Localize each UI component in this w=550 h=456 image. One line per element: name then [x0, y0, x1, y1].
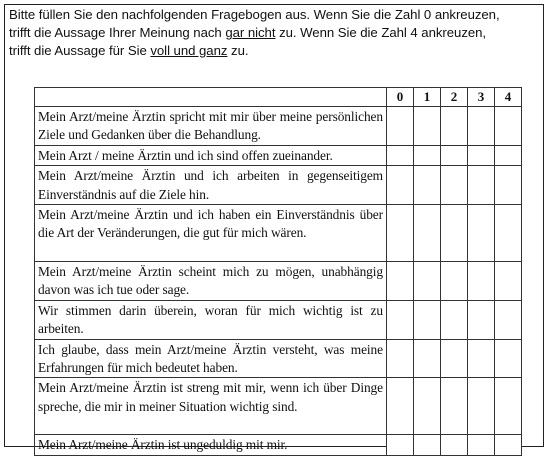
- instructions-line-2-end: zu. Wenn Sie die Zahl 4 ankreuzen,: [275, 25, 487, 40]
- answer-box-0[interactable]: [387, 262, 414, 301]
- answer-box-1[interactable]: [414, 107, 441, 146]
- statement-row: [35, 378, 522, 435]
- instructions-line-2-start: trifft die Aussage Ihrer Meinung nach: [9, 25, 226, 40]
- underlined-voll-und-ganz: voll und ganz: [150, 43, 228, 58]
- statement-row: [35, 262, 522, 301]
- statement-text: Mein Arzt/meine Ärztin spricht mit mir über meine persönlichen Ziele und Gedanken über die Behandlung.: [35, 107, 387, 146]
- answer-box-0[interactable]: [387, 145, 414, 165]
- answer-box-1[interactable]: [414, 435, 441, 455]
- answer-box-2[interactable]: [441, 435, 468, 455]
- scale-header-0: 0: [387, 88, 414, 107]
- statement-text: Mein Arzt/meine Ärztin ist ungeduldig mit mir.: [35, 435, 387, 455]
- answer-box-2[interactable]: [441, 145, 468, 165]
- scale-header-4: 4: [495, 88, 522, 107]
- instructions-line-1: Bitte füllen Sie den nachfolgenden Fragebogen aus. Wenn Sie die Zahl 0 ankreuzen,: [9, 7, 500, 22]
- statement-row: [35, 300, 522, 339]
- answer-box-1[interactable]: [414, 300, 441, 339]
- answer-box-0[interactable]: [387, 205, 414, 262]
- statement-text: Wir stimmen darin überein, woran für mich wichtig ist zu arbeiten.: [35, 300, 387, 339]
- underlined-gar-nicht: gar nicht: [225, 25, 276, 40]
- answer-box-2[interactable]: [441, 339, 468, 378]
- answer-box-2[interactable]: [441, 262, 468, 301]
- answer-box-1[interactable]: [414, 166, 441, 205]
- scale-header-3: 3: [468, 88, 495, 107]
- instructions-line-2: [9, 24, 541, 42]
- scale-header-row: [35, 88, 522, 107]
- statement-text: Ich glaube, dass mein Arzt/meine Ärztin versteht, was meine Erfahrungen für mich bedeutet haben.: [35, 339, 387, 378]
- answer-box-1[interactable]: [414, 339, 441, 378]
- answer-box-4[interactable]: [495, 378, 522, 435]
- answer-box-3[interactable]: [468, 300, 495, 339]
- answer-box-3[interactable]: [468, 205, 495, 262]
- answer-box-2[interactable]: [441, 205, 468, 262]
- answer-box-0[interactable]: [387, 107, 414, 146]
- answer-box-1[interactable]: [414, 262, 441, 301]
- answer-box-3[interactable]: [468, 339, 495, 378]
- answer-box-3[interactable]: [468, 166, 495, 205]
- answer-box-4[interactable]: [495, 145, 522, 165]
- statement-row: [35, 339, 522, 378]
- header-empty-cell: [35, 88, 387, 107]
- answer-box-3[interactable]: [468, 107, 495, 146]
- answer-box-2[interactable]: [441, 378, 468, 435]
- answer-box-1[interactable]: [414, 145, 441, 165]
- scale-header-2: 2: [441, 88, 468, 107]
- instructions-line-3: [9, 42, 541, 60]
- answer-box-1[interactable]: [414, 205, 441, 262]
- instructions-line-3-end: zu.: [227, 43, 249, 58]
- instructions-line-3-start: trifft die Aussage für Sie: [9, 43, 151, 58]
- answer-box-0[interactable]: [387, 300, 414, 339]
- answer-box-3[interactable]: [468, 435, 495, 455]
- answer-box-4[interactable]: [495, 300, 522, 339]
- answer-box-1[interactable]: [414, 378, 441, 435]
- answer-box-2[interactable]: [441, 300, 468, 339]
- statement-row: [35, 435, 522, 455]
- answer-box-4[interactable]: [495, 107, 522, 146]
- answer-box-4[interactable]: [495, 205, 522, 262]
- statement-row: [35, 145, 522, 165]
- answer-box-3[interactable]: [468, 378, 495, 435]
- instructions: [9, 6, 541, 60]
- answer-box-2[interactable]: [441, 107, 468, 146]
- statement-text: Mein Arzt/meine Ärztin ist streng mit mir, wenn ich über Dinge spreche, die mir in meiner Situation wichtig sind.: [35, 378, 387, 435]
- answer-box-4[interactable]: [495, 166, 522, 205]
- statement-text: Mein Arzt / meine Ärztin und ich sind offen zueinander.: [35, 145, 387, 165]
- statement-row: [35, 205, 522, 262]
- answer-box-4[interactable]: [495, 262, 522, 301]
- answer-box-3[interactable]: [468, 145, 495, 165]
- statement-text: Mein Arzt/meine Ärztin und ich arbeiten in gegenseitigem Einverständnis auf die Ziele hin.: [35, 166, 387, 205]
- answer-box-0[interactable]: [387, 435, 414, 455]
- questionnaire-table: [34, 87, 522, 456]
- statement-row: [35, 166, 522, 205]
- answer-box-0[interactable]: [387, 339, 414, 378]
- statement-text: Mein Arzt/meine Ärztin scheint mich zu mögen, unabhängig davon was ich tue oder sage.: [35, 262, 387, 301]
- answer-box-0[interactable]: [387, 166, 414, 205]
- statement-row: [35, 107, 522, 146]
- statement-text: Mein Arzt/meine Ärztin und ich haben ein Einverständnis über die Art der Veränderungen, die gut für mich wären.: [35, 205, 387, 262]
- answer-box-4[interactable]: [495, 435, 522, 455]
- answer-box-4[interactable]: [495, 339, 522, 378]
- answer-box-2[interactable]: [441, 166, 468, 205]
- answer-box-3[interactable]: [468, 262, 495, 301]
- scale-header-1: 1: [414, 88, 441, 107]
- answer-box-0[interactable]: [387, 378, 414, 435]
